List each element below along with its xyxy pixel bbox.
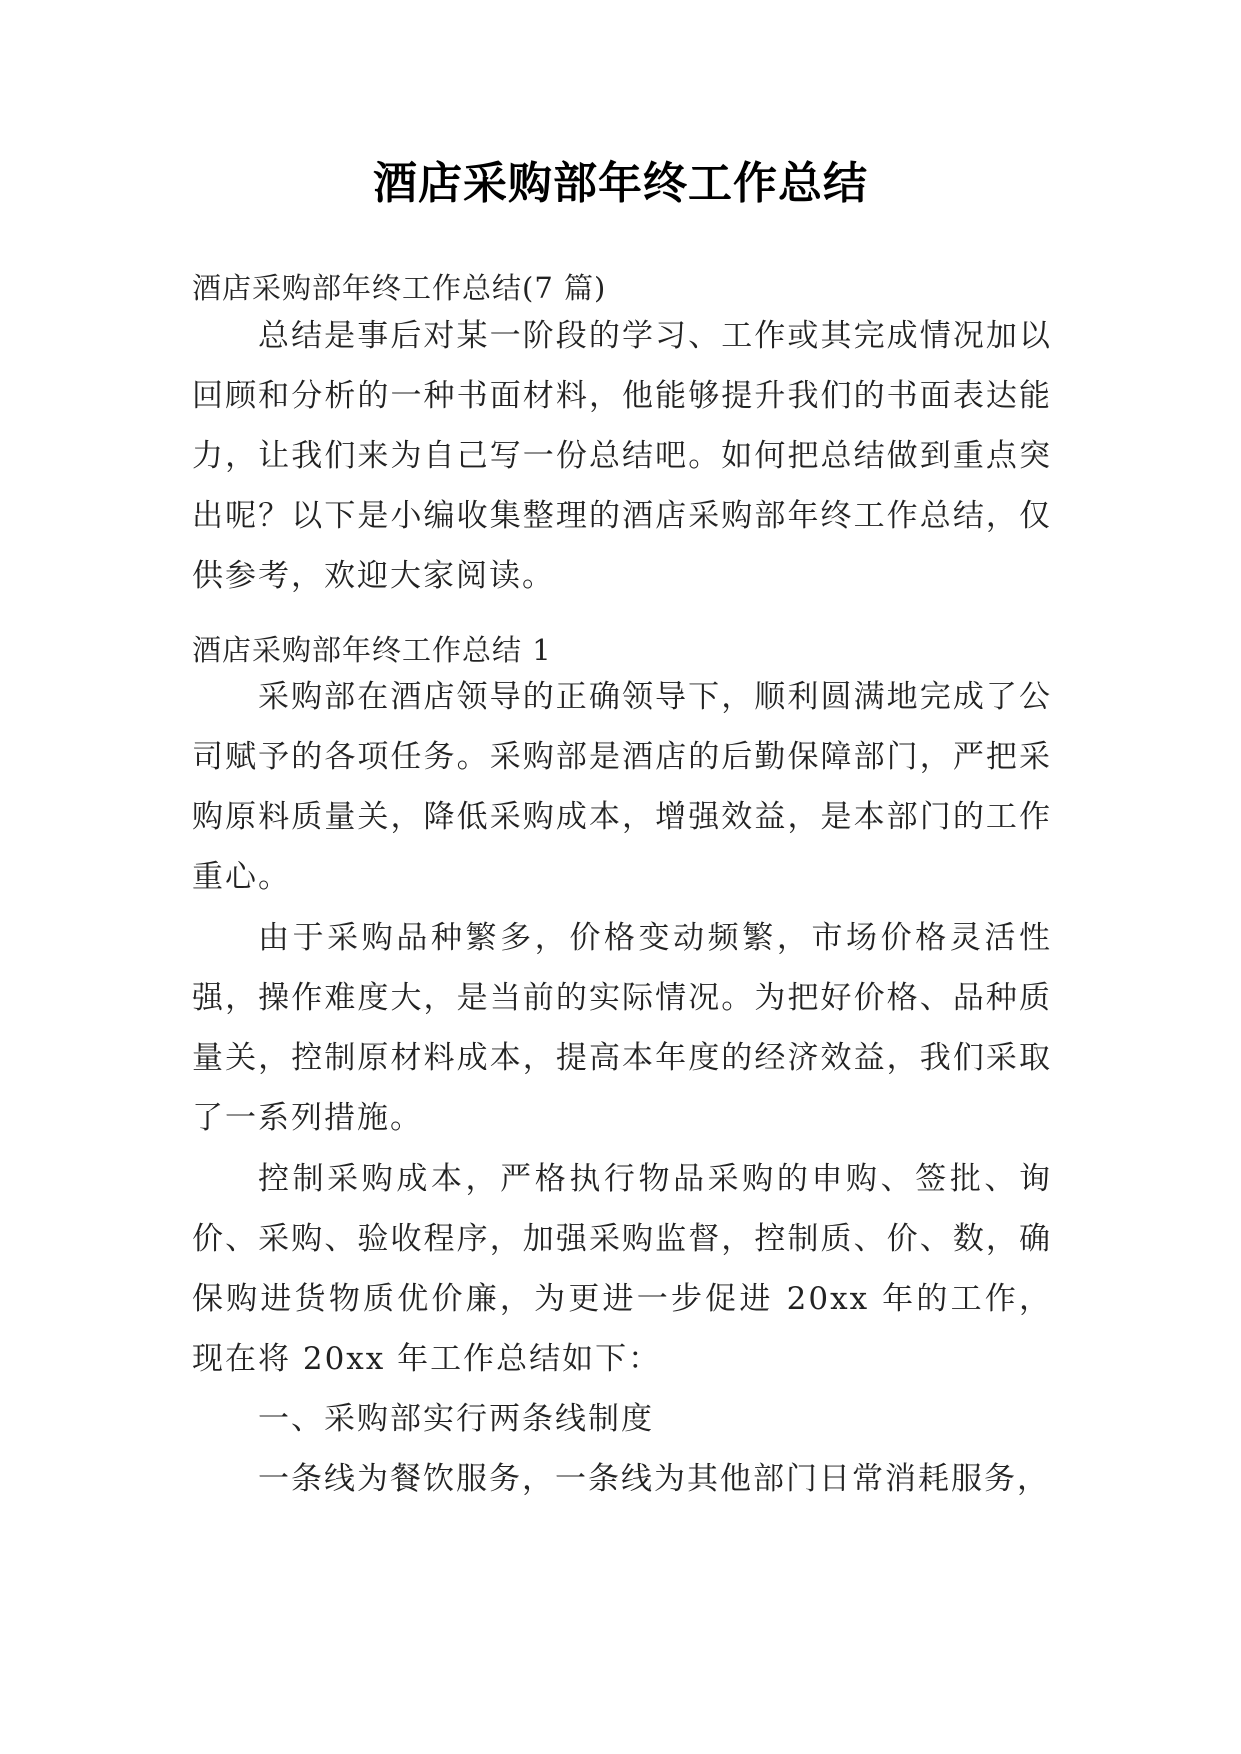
body-paragraph-3: 控制采购成本，严格执行物品采购的申购、签批、询价、采购、验收程序，加强采购监督，控制质、价、数，确保购进货物质优价廉，为更进一步促进 20xx 年的工作，现在将 20xx 年工作总结如下： xyxy=(192,1161,1052,1377)
item-text: 一条线为餐饮服务，一条线为其他部门日常消耗服务， xyxy=(258,1461,1050,1497)
intro-paragraph: 总结是事后对某一阶段的学习、工作或其完成情况加以回顾和分析的一种书面材料，他能够提升我们的书面表达能力，让我们来为自己写一份总结吧。如何把总结做到重点突出呢？以下是小编收集整理的酒店采购部年终工作总结，仅供参考，欢迎大家阅读。 xyxy=(192,318,1052,594)
body-paragraph-1: 采购部在酒店领导的正确领导下，顺利圆满地完成了公司赋予的各项任务。采购部是酒店的后勤保障部门，严把采购原料质量关，降低采购成本，增强效益，是本部门的工作重心。 xyxy=(192,679,1052,895)
body-paragraph-2: 由于采购品种繁多，价格变动频繁，市场价格灵活性强，操作难度大，是当前的实际情况。为把好价格、品种质量关，控制原材料成本，提高本年度的经济效益，我们采取了一系列措施。 xyxy=(192,920,1052,1136)
item-heading: 一、采购部实行两条线制度 xyxy=(258,1401,654,1437)
section-heading: 酒店采购部年终工作总结 1 xyxy=(192,633,552,667)
document-title: 酒店采购部年终工作总结 xyxy=(373,158,868,209)
document-subtitle: 酒店采购部年终工作总结(7 篇) xyxy=(192,271,607,305)
